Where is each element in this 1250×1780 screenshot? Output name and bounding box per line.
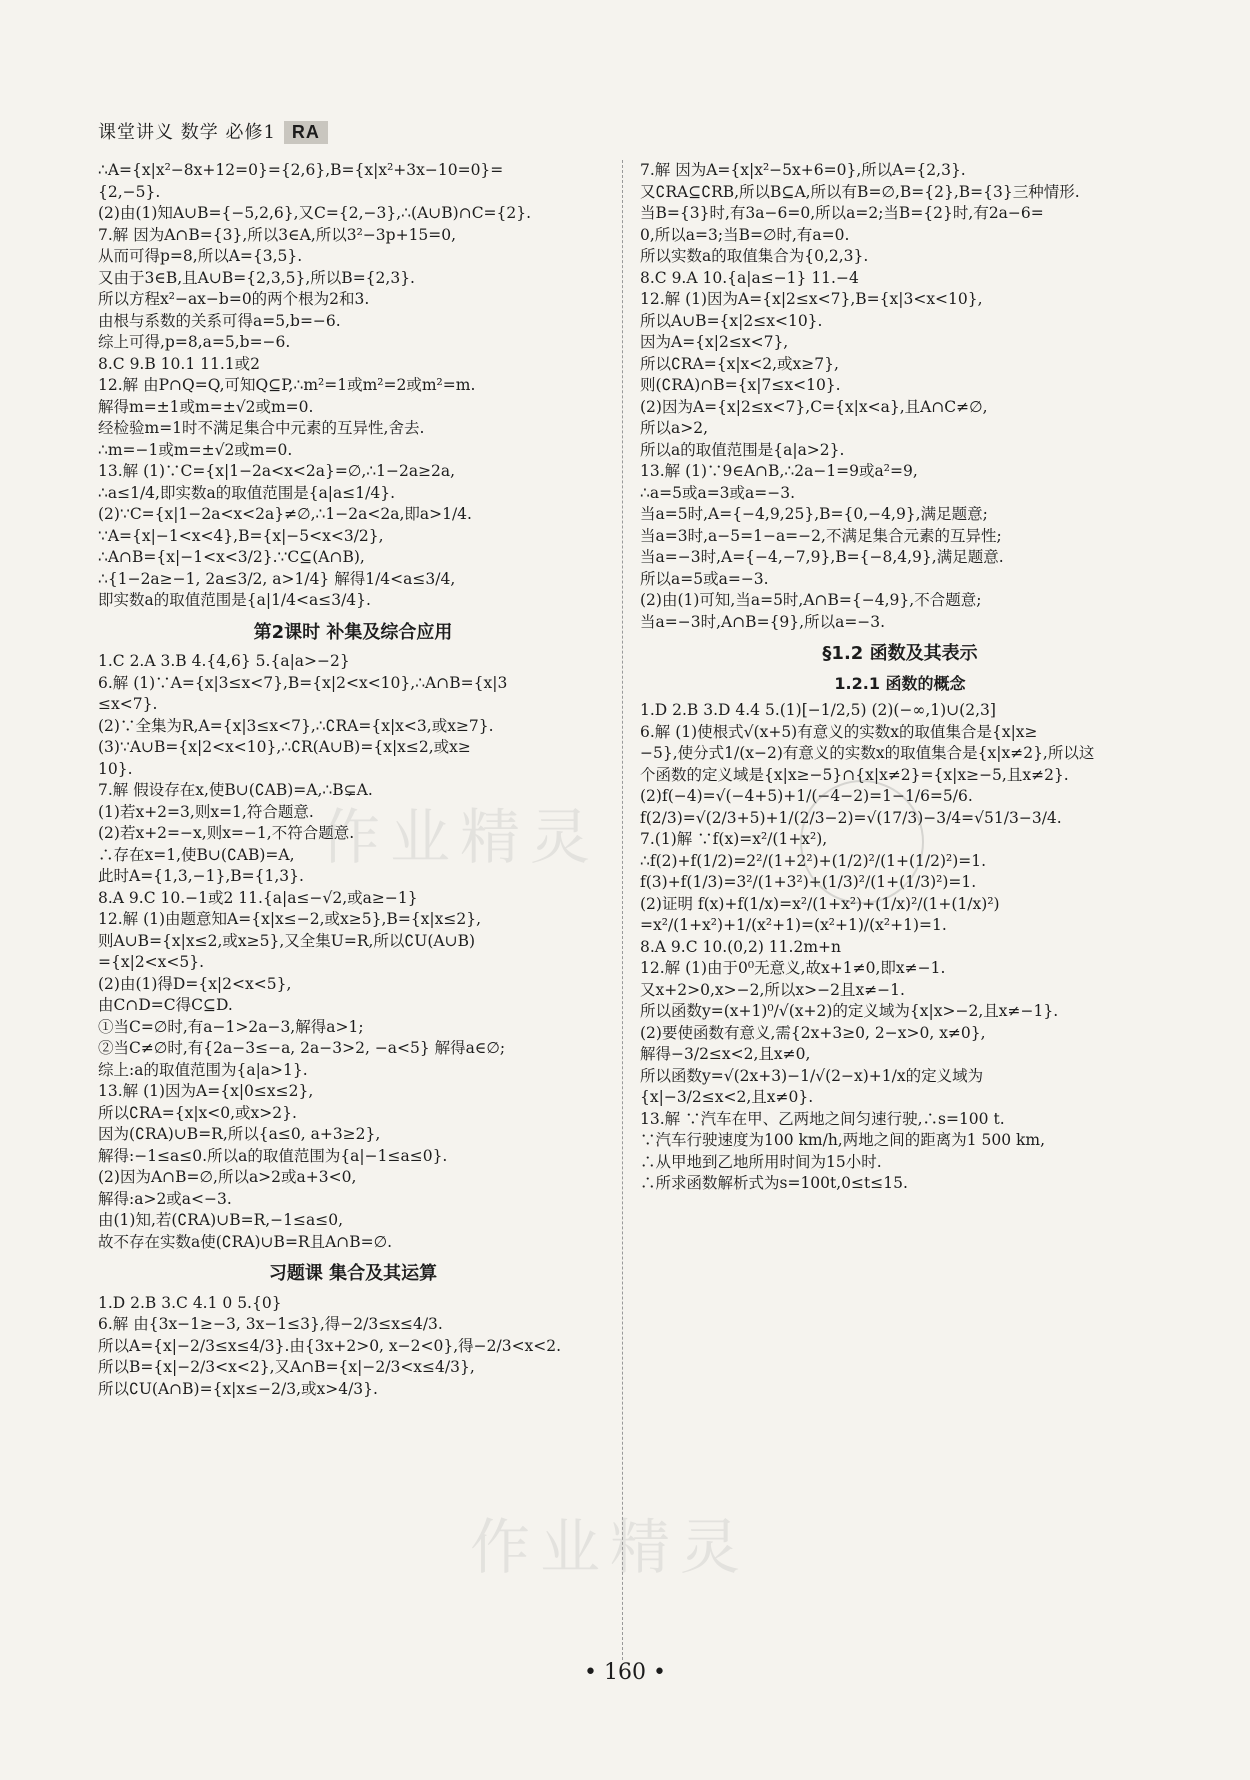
text-line: 又x+2>0,x>−2,所以x>−2且x≠−1. bbox=[640, 980, 905, 999]
text-line: 又∁RA⊆∁RB,所以B⊆A,所以有B=∅,B={2},B={3}三种情形. bbox=[640, 182, 1080, 201]
subsection-heading-concept: 1.2.1 函数的概念 bbox=[834, 673, 966, 693]
running-header bbox=[98, 118, 328, 144]
right-column bbox=[640, 160, 1160, 1195]
text-line: (2)∵全集为R,A={x|3≤x<7},∴∁RA={x|x<3,或x≥7}. bbox=[98, 716, 494, 735]
text-line: 7.解 因为A∩B={3},所以3∈A,所以3²−3p+15=0, bbox=[98, 225, 457, 244]
text-line: =x²/(1+x²)+1/(x²+1)=(x²+1)/(x²+1)=1. bbox=[640, 916, 947, 934]
text-line: 因为(∁RA)∪B=R,所以{a≤0, a+3≥2}, bbox=[98, 1125, 381, 1143]
page-number: • 160 • bbox=[584, 1660, 666, 1685]
text-line: ∴a≤1/4,即实数a的取值范围是{a|a≤1/4}. bbox=[98, 483, 395, 502]
edition-tag: RA bbox=[284, 121, 328, 144]
text-line: (2)因为A∩B=∅,所以a>2或a+3<0, bbox=[98, 1168, 357, 1186]
text-line: (2)∵C={x|1−2a<x<2a}≠∅,∴1−2a<2a,即a>1/4. bbox=[98, 505, 472, 523]
text-line: 所以a的取值范围是{a|a>2}. bbox=[640, 440, 845, 459]
text-line: 8.C 9.B 10.1 11.1或2 bbox=[98, 354, 260, 373]
text-line: 12.解 (1)由题意知A={x|x≤−2,或x≥5},B={x|x≤2}, bbox=[98, 910, 482, 928]
text-line: f(3)+f(1/3)=3²/(1+3²)+(1/3)²/(1+(1/3)²)=1. bbox=[640, 873, 977, 891]
text-line: 故不存在实数a使(∁RA)∪B=R且A∩B=∅. bbox=[98, 1232, 393, 1251]
text-line: 6.解 (1)∵A={x|3≤x<7},B={x|2<x<10},∴A∩B={x|3 bbox=[98, 673, 508, 692]
text-line: 个函数的定义域是{x|x≥−5}∩{x|x≠2}={x|x≥−5,且x≠2}. bbox=[640, 765, 1069, 784]
text-line: 由C∩D=C得C⊆D. bbox=[98, 996, 233, 1014]
text-line: ={x|2<x<5}. bbox=[98, 953, 205, 971]
text-line: 解得:−1≤a≤0.所以a的取值范围为{a|−1≤a≤0}. bbox=[98, 1146, 448, 1165]
text-line: 13.解 ∵汽车在甲、乙两地之间匀速行驶,∴s=100 t. bbox=[640, 1109, 1005, 1128]
left-block-1 bbox=[98, 160, 608, 612]
text-line: ∴所求函数解析式为s=100t,0≤t≤15. bbox=[640, 1174, 908, 1192]
text-line: 所以A={x|−2/3≤x≤4/3}.由{3x+2>0, x−2<0},得−2/3<x<2. bbox=[98, 1336, 562, 1355]
text-line: (2)由(1)得D={x|2<x<5}, bbox=[98, 974, 292, 993]
text-line: ≤x<7}. bbox=[98, 695, 158, 713]
left-block-2 bbox=[98, 651, 608, 1253]
text-line: 从而可得p=8,所以A={3,5}. bbox=[98, 247, 303, 265]
text-line: (2)由(1)可知,当a=5时,A∩B={−4,9},不合题意; bbox=[640, 591, 982, 609]
column-divider bbox=[622, 160, 623, 1660]
text-line: 7.解 假设存在x,使B∪(∁AB)=A,∴B⊊A. bbox=[98, 781, 373, 799]
text-line: ∵汽车行驶速度为100 km/h,两地之间的距离为1 500 km, bbox=[640, 1131, 1046, 1149]
text-line: 1.D 2.B 3.D 4.4 5.(1)[−1/2,5) (2)(−∞,1)∪(2,3] bbox=[640, 701, 996, 719]
text-line: (3)∵A∪B={x|2<x<10},∴∁R(A∪B)={x|x≤2,或x≥ bbox=[98, 738, 471, 756]
text-line: 所以B={x|−2/3<x<2},又A∩B={x|−2/3<x≤4/3}, bbox=[98, 1358, 475, 1376]
text-line: 12.解 (1)因为A={x|2≤x<7},B={x|3<x<10}, bbox=[640, 290, 983, 308]
text-line: 则(∁RA)∩B={x|7≤x<10}. bbox=[640, 376, 841, 394]
text-line: 8.C 9.A 10.{a|a≤−1} 11.−4 bbox=[640, 268, 859, 287]
text-line: 13.解 (1)∵9∈A∩B,∴2a−1=9或a²=9, bbox=[640, 462, 918, 480]
text-line: 当a=5时,A={−4,9,25},B={0,−4,9},满足题意; bbox=[640, 505, 988, 523]
text-line: 所以函数y=√(2x+3)−1/√(2−x)+1/x的定义域为 bbox=[640, 1066, 984, 1085]
text-line: 8.A 9.C 10.(0,2) 11.2m+n bbox=[640, 937, 841, 956]
section-heading-lesson2: 第2课时 补集及综合应用 bbox=[253, 621, 453, 643]
text-line: 所以方程x²−ax−b=0的两个根为2和3. bbox=[98, 290, 370, 308]
text-line: 解得−3/2≤x<2,且x≠0, bbox=[640, 1045, 811, 1063]
text-line: 13.解 (1)因为A={x|0≤x≤2}, bbox=[98, 1082, 314, 1100]
text-line: 1.C 2.A 3.B 4.{4,6} 5.{a|a>−2} bbox=[98, 652, 350, 670]
watermark: 作业精灵 bbox=[320, 803, 600, 873]
text-line: 所以实数a的取值集合为{0,2,3}. bbox=[640, 247, 869, 265]
text-line: 又由于3∈B,且A∪B={2,3,5},所以B={2,3}. bbox=[98, 268, 415, 287]
section-heading-exercise: 习题课 集合及其运算 bbox=[268, 1263, 438, 1284]
text-line: 所以a>2, bbox=[640, 419, 709, 437]
text-line: 6.解 由{3x−1≥−3, 3x−1≤3},得−2/3≤x≤4/3. bbox=[98, 1315, 443, 1333]
text-line: (1)若x+2=3,则x=1,符合题意. bbox=[98, 802, 314, 821]
text-line: 当a=−3时,A∩B={9},所以a=−3. bbox=[640, 612, 886, 631]
text-line: 所以∁RA={x|x<0,或x>2}. bbox=[98, 1103, 297, 1122]
text-line: 12.解 由P∩Q=Q,可知Q⊆P,∴m²=1或m²=2或m²=m. bbox=[98, 376, 476, 394]
text-line: f(2/3)=√(2/3+5)+1/(2/3−2)=√(17/3)−3/4=√51/3−3/4. bbox=[640, 808, 1062, 827]
text-line: 6.解 (1)使根式√(x+5)有意义的实数x的取值集合是{x|x≥ bbox=[640, 722, 1038, 741]
text-line: (2)因为A={x|2≤x<7},C={x|x<a},且A∩C≠∅, bbox=[640, 397, 988, 416]
right-block-2 bbox=[640, 700, 1160, 1195]
text-line: 7.(1)解 ∵f(x)=x²/(1+x²), bbox=[640, 830, 828, 848]
book-title: 课堂讲义 数学 必修1 bbox=[98, 122, 276, 143]
text-line: 7.解 因为A={x|x²−5x+6=0},所以A={2,3}. bbox=[640, 161, 966, 179]
text-line: −5},使分式1/(x−2)有意义的实数x的取值集合是{x|x≠2},所以这 bbox=[640, 744, 1095, 762]
text-line: 当a=−3时,A={−4,−7,9},B={−8,4,9},满足题意. bbox=[640, 548, 1004, 566]
text-line: 综上:a的取值范围为{a|a>1}. bbox=[98, 1060, 308, 1079]
text-line: ∴从甲地到乙地所用时间为15小时. bbox=[640, 1152, 882, 1171]
text-line: ∴f(2)+f(1/2)=2²/(1+2²)+(1/2)²/(1+(1/2)²)=1. bbox=[640, 851, 987, 870]
text-line: 当B={3}时,有3a−6=0,所以a=2;当B={2}时,有2a−6= bbox=[640, 204, 1044, 222]
text-line: ∴a=5或a=3或a=−3. bbox=[640, 483, 796, 502]
text-line: ②当C≠∅时,有{2a−3≤−a, 2a−3>2, −a<5} 解得a∈∅; bbox=[98, 1039, 506, 1057]
text-line: 12.解 (1)由于0⁰无意义,故x+1≠0,即x≠−1. bbox=[640, 959, 946, 977]
text-line: ①当C=∅时,有a−1>2a−3,解得a>1; bbox=[98, 1017, 364, 1036]
text-line: 所以A∪B={x|2≤x<10}. bbox=[640, 311, 823, 330]
text-line: ∴m=−1或m=±√2或m=0. bbox=[98, 440, 293, 459]
text-line: ∴A∩B={x|−1<x<3/2}.∵C⊆(A∩B), bbox=[98, 548, 365, 566]
left-column bbox=[98, 160, 608, 1400]
text-line: 所以函数y=(x+1)⁰/√(x+2)的定义域为{x|x>−2,且x≠−1}. bbox=[640, 1002, 1059, 1020]
text-line: (2)证明 f(x)+f(1/x)=x²/(1+x²)+(1/x)²/(1+(1/x)²) bbox=[640, 894, 1000, 913]
text-line: 则A∪B={x|x≤2,或x≥5},又全集U=R,所以∁U(A∪B) bbox=[98, 931, 476, 950]
text-line: 10}. bbox=[98, 759, 133, 778]
right-block-1 bbox=[640, 160, 1160, 633]
text-line: ∴A={x|x²−8x+12=0}={2,6},B={x|x²+3x−10=0}= bbox=[98, 161, 504, 179]
text-line: 解得:a>2或a<−3. bbox=[98, 1189, 232, 1208]
section-heading-functions: §1.2 函数及其表示 bbox=[822, 643, 978, 664]
text-line: 当a=3时,a−5=1−a=−2,不满足集合元素的互异性; bbox=[640, 526, 1002, 545]
text-line: 所以∁RA={x|x<2,或x≥7}, bbox=[640, 354, 839, 373]
text-line: 由根与系数的关系可得a=5,b=−6. bbox=[98, 311, 341, 330]
text-line: 解得m=±1或m=±√2或m=0. bbox=[98, 397, 314, 416]
text-line: 所以a=5或a=−3. bbox=[640, 569, 769, 588]
text-line: ∴{1−2a≥−1, 2a≤3/2, a>1/4} 解得1/4<a≤3/4, bbox=[98, 569, 456, 588]
text-line: 13.解 (1)∵C={x|1−2a<x<2a}=∅,∴1−2a≥2a, bbox=[98, 462, 456, 480]
text-line: 经检验m=1时不满足集合中元素的互异性,舍去. bbox=[98, 419, 425, 437]
left-block-3 bbox=[98, 1293, 608, 1401]
text-line: 1.D 2.B 3.C 4.1 0 5.{0} bbox=[98, 1293, 282, 1312]
stamp-watermark bbox=[800, 780, 924, 904]
text-line: (2)由(1)知A∪B={−5,2,6},又C={2,−3},∴(A∪B)∩C={2}. bbox=[98, 204, 532, 222]
text-line: {x|−3/2≤x<2,且x≠0}. bbox=[640, 1088, 814, 1106]
text-line: 因为A={x|2≤x<7}, bbox=[640, 333, 789, 351]
text-line: 8.A 9.C 10.−1或2 11.{a|a≤−√2,或a≥−1} bbox=[98, 888, 418, 907]
text-line: ∵A={x|−1<x<4},B={x|−5<x<3/2}, bbox=[98, 526, 384, 545]
watermark: 作业精灵 bbox=[470, 1513, 750, 1583]
text-line: 所以∁U(A∩B)={x|x≤−2/3,或x>4/3}. bbox=[98, 1379, 378, 1398]
text-line: (2)f(−4)=√(−4+5)+1/(−4−2)=1−1/6=5/6. bbox=[640, 787, 973, 805]
text-line: 综上可得,p=8,a=5,b=−6. bbox=[98, 333, 291, 351]
text-line: (2)若x+2=−x,则x=−1,不符合题意. bbox=[98, 824, 355, 842]
text-line: 此时A={1,3,−1},B={1,3}. bbox=[98, 867, 304, 885]
text-line: 0,所以a=3;当B=∅时,有a=0. bbox=[640, 225, 850, 244]
text-line: (2)要使函数有意义,需{2x+3≥0, 2−x>0, x≠0}, bbox=[640, 1023, 986, 1042]
text-line: 即实数a的取值范围是{a|1/4<a≤3/4}. bbox=[98, 591, 371, 609]
text-line: ∴存在x=1,使B∪(∁AB)=A, bbox=[98, 845, 295, 864]
text-line: 由(1)知,若(∁RA)∪B=R,−1≤a≤0, bbox=[98, 1211, 344, 1229]
text-line: {2,−5}. bbox=[98, 182, 161, 201]
